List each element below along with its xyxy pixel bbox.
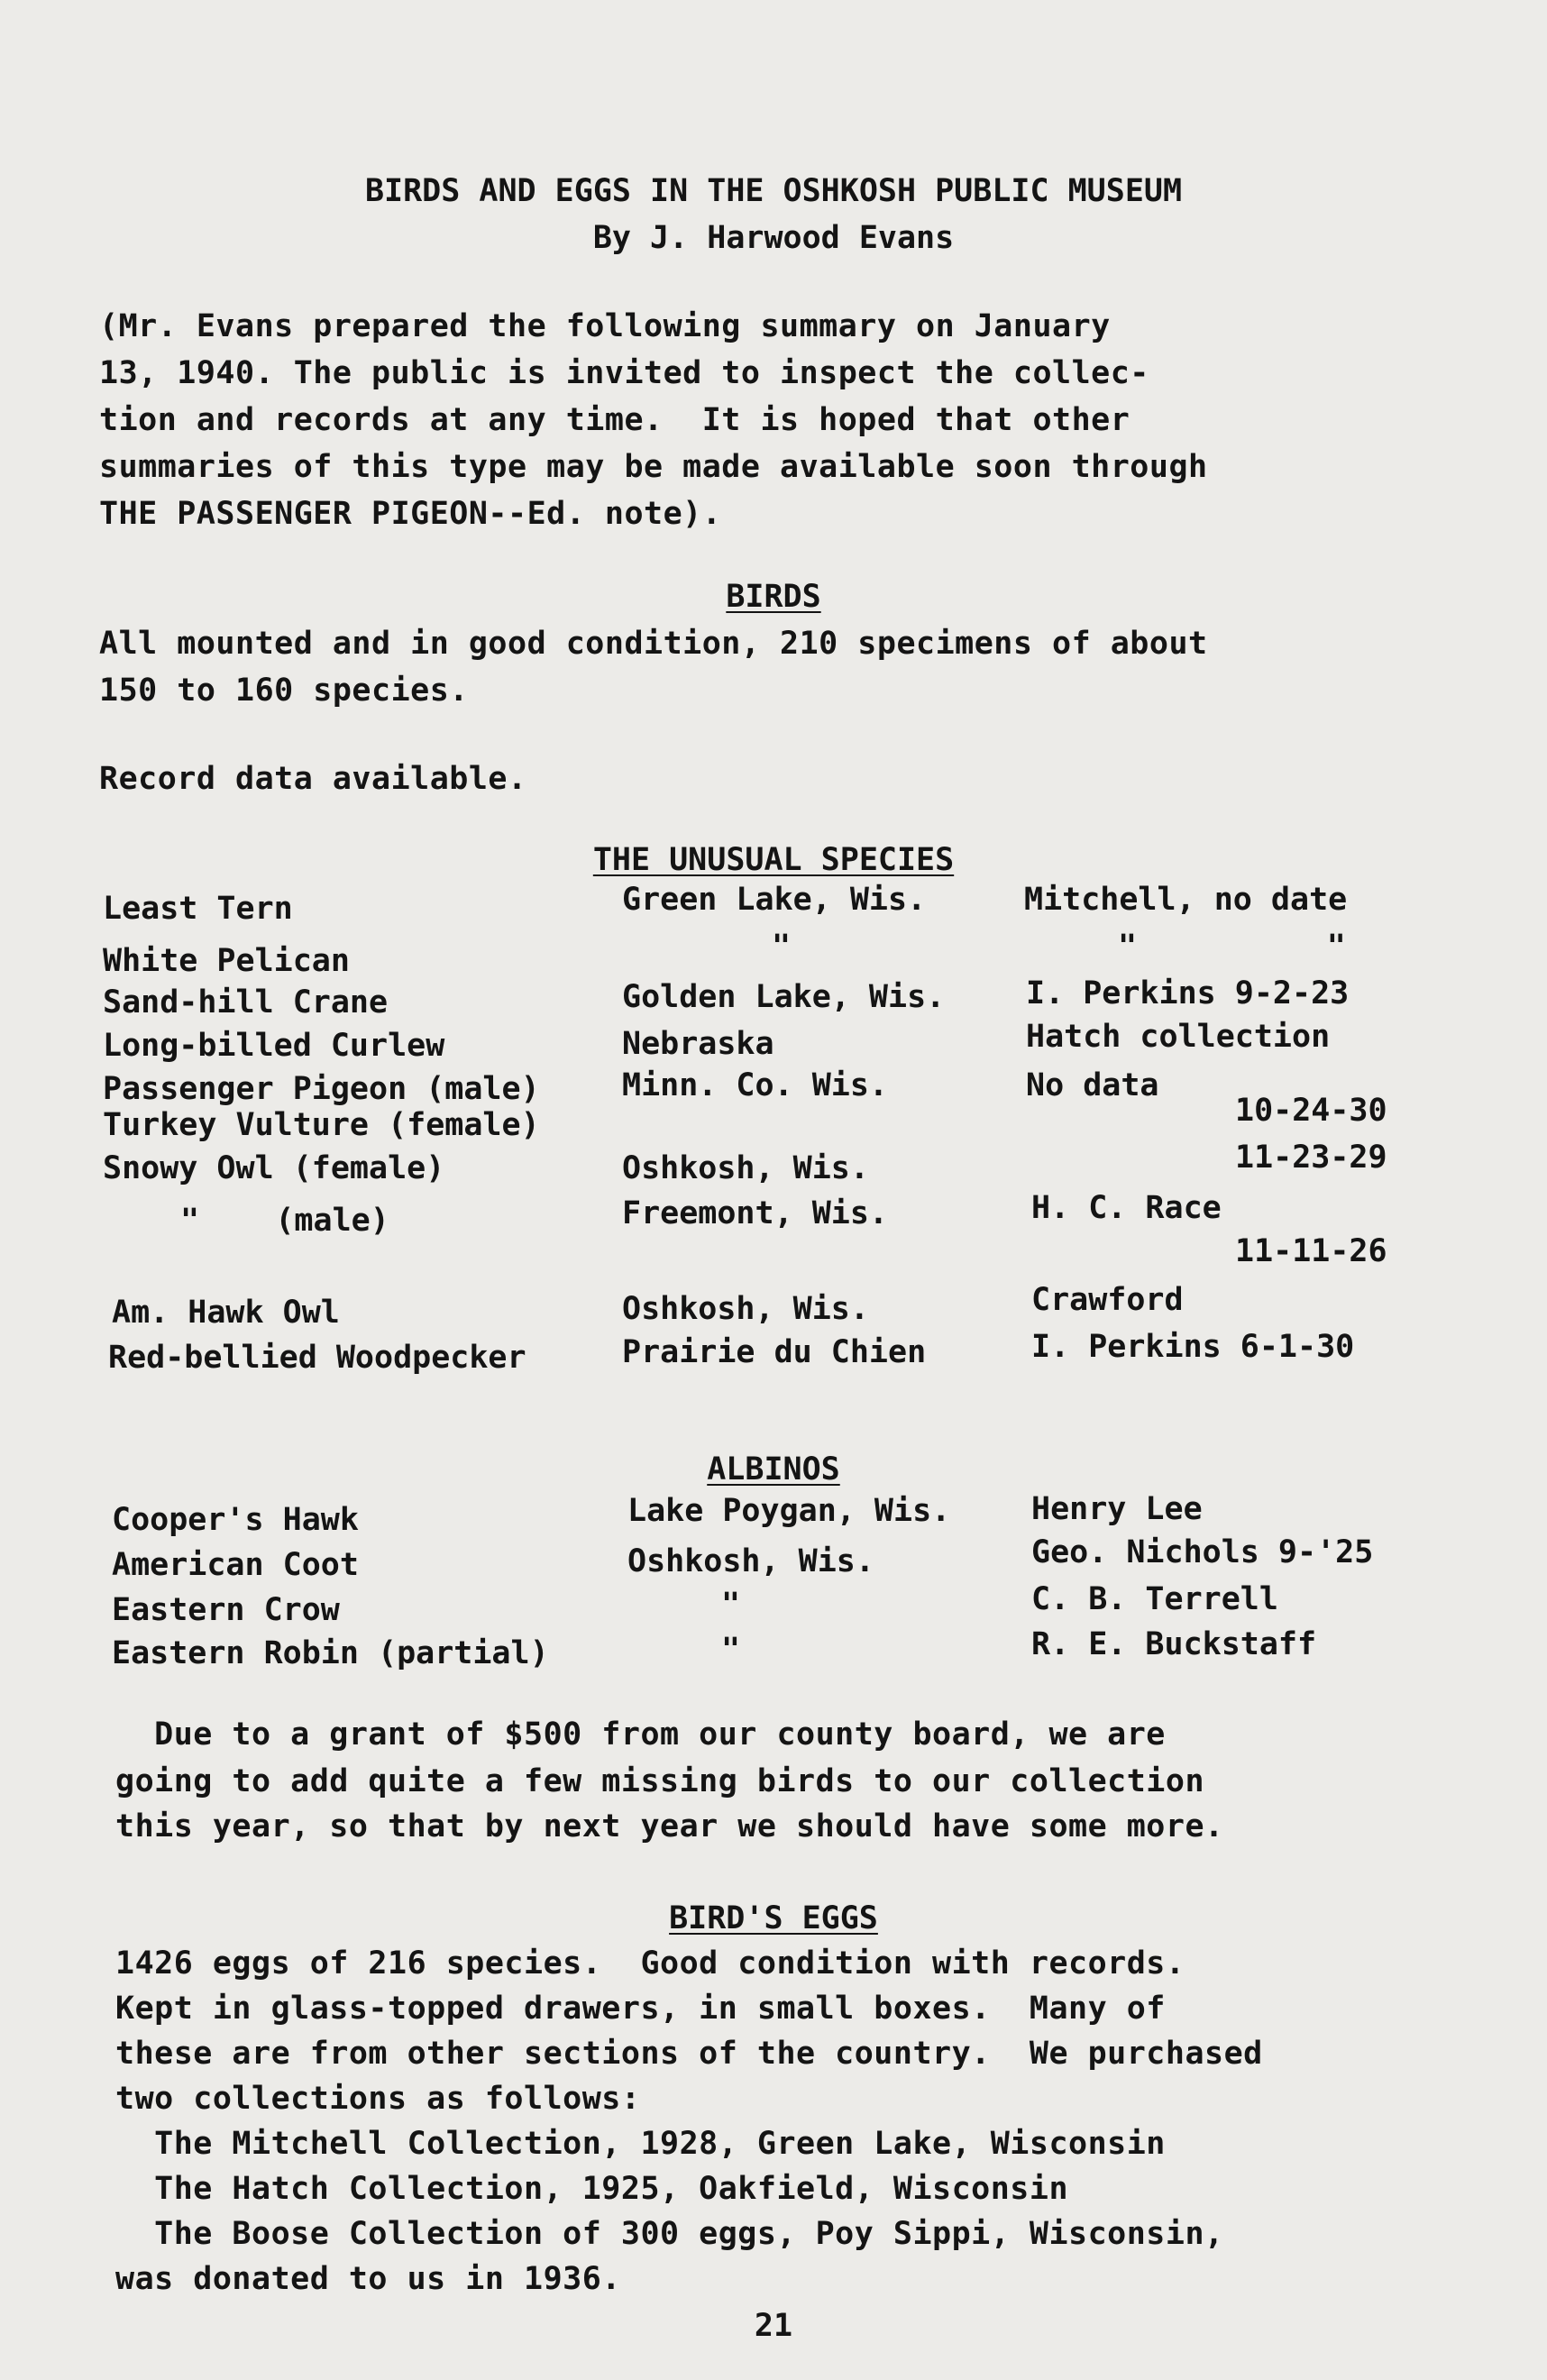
intro-line: THE PASSENGER PIGEON--Ed. note). bbox=[99, 496, 722, 532]
albino-name: Eastern Crow bbox=[112, 1592, 340, 1628]
species-note: Crawford bbox=[1031, 1282, 1184, 1318]
species-note: 11-11-26 bbox=[1235, 1233, 1387, 1269]
grant-line: this year, so that by next year we should have some more. bbox=[115, 1808, 1224, 1844]
eggs-line: The Boose Collection of 300 eggs, Poy Sippi, Wisconsin, bbox=[115, 2216, 1224, 2252]
species-note: Hatch collection bbox=[1026, 1019, 1331, 1055]
species-note: 10-24-30 bbox=[1235, 1093, 1387, 1129]
species-name: Passenger Pigeon (male) bbox=[103, 1071, 540, 1107]
eggs-line: Kept in glass-topped drawers, in small boxes. Many of bbox=[115, 1991, 1166, 2027]
species-name: Long-billed Curlew bbox=[103, 1028, 445, 1064]
species-name: Least Tern bbox=[103, 891, 293, 927]
species-name: Turkey Vulture (female) bbox=[103, 1107, 540, 1143]
grant-line: going to add quite a few missing birds to our collection bbox=[115, 1763, 1205, 1799]
species-location: " bbox=[772, 929, 792, 965]
albino-note: C. B. Terrell bbox=[1031, 1581, 1278, 1617]
unusual-species-heading: THE UNUSUAL SPECIES bbox=[592, 842, 955, 878]
species-name: Snowy Owl (female) bbox=[103, 1150, 445, 1186]
albino-location: Oshkosh, Wis. bbox=[627, 1543, 874, 1579]
birds-line: 150 to 160 species. bbox=[99, 673, 469, 709]
eggs-line: was donated to us in 1936. bbox=[115, 2261, 621, 2297]
species-name: Red-bellied Woodpecker bbox=[108, 1340, 526, 1376]
albino-note: R. E. Buckstaff bbox=[1031, 1626, 1317, 1662]
record-data-line: Record data available. bbox=[99, 761, 527, 797]
intro-line: summaries of this type may be made available soon through bbox=[99, 449, 1208, 485]
species-note: I. Perkins 9-2-23 bbox=[1026, 975, 1350, 1012]
species-location: Green Lake, Wis. bbox=[622, 882, 927, 918]
intro-line: 13, 1940. The public is invited to inspect the collec- bbox=[99, 355, 1149, 391]
species-location: Oshkosh, Wis. bbox=[622, 1150, 869, 1186]
eggs-line: The Hatch Collection, 1925, Oakfield, Wisconsin bbox=[115, 2171, 1069, 2207]
albino-note: Geo. Nichols 9-'25 bbox=[1031, 1534, 1374, 1570]
species-note: " " bbox=[1118, 929, 1346, 965]
species-note: H. C. Race bbox=[1031, 1190, 1222, 1226]
species-location: Prairie du Chien bbox=[622, 1334, 927, 1370]
species-location: Minn. Co. Wis. bbox=[622, 1067, 889, 1103]
species-note: I. Perkins 6-1-30 bbox=[1031, 1329, 1355, 1365]
species-note: Mitchell, no date bbox=[1024, 882, 1348, 918]
species-name: Am. Hawk Owl bbox=[112, 1295, 340, 1331]
species-note: No data bbox=[1026, 1067, 1159, 1103]
birds-line: All mounted and in good condition, 210 specimens of about bbox=[99, 626, 1208, 662]
birds-heading: BIRDS bbox=[726, 579, 821, 615]
albino-note: Henry Lee bbox=[1031, 1491, 1203, 1527]
albino-location: " bbox=[721, 1632, 741, 1668]
article-title: BIRDS AND EGGS IN THE OSHKOSH PUBLIC MUSEUM bbox=[364, 173, 1183, 209]
albino-location: Lake Poygan, Wis. bbox=[627, 1493, 951, 1529]
intro-line: tion and records at any time. It is hoped that other bbox=[99, 402, 1130, 438]
species-name: White Pelican bbox=[103, 943, 350, 979]
albino-name: Eastern Robin (partial) bbox=[112, 1635, 549, 1671]
albino-name: American Coot bbox=[112, 1547, 359, 1583]
albino-name: Cooper's Hawk bbox=[112, 1502, 359, 1538]
intro-line: (Mr. Evans prepared the following summary on January bbox=[99, 308, 1111, 344]
species-location: Golden Lake, Wis. bbox=[622, 979, 946, 1015]
eggs-line: 1426 eggs of 216 species. Good condition with records. bbox=[115, 1945, 1185, 1982]
species-location: Nebraska bbox=[622, 1026, 774, 1062]
eggs-line: these are from other sections of the country. We purchased bbox=[115, 2036, 1263, 2072]
species-name: " (male) bbox=[180, 1203, 389, 1239]
page-number: 21 bbox=[754, 2308, 793, 2344]
species-location: Oshkosh, Wis. bbox=[622, 1291, 869, 1327]
eggs-line: The Mitchell Collection, 1928, Green Lake, Wisconsin bbox=[115, 2126, 1166, 2162]
eggs-line: two collections as follows: bbox=[115, 2081, 641, 2117]
grant-line: Due to a grant of $500 from our county board, we are bbox=[115, 1716, 1166, 1753]
eggs-heading: BIRD'S EGGS bbox=[669, 1900, 878, 1936]
species-location: Freemont, Wis. bbox=[622, 1195, 889, 1231]
article-byline: By J. Harwood Evans bbox=[592, 220, 955, 256]
species-note: 11-23-29 bbox=[1235, 1140, 1387, 1176]
albinos-heading: ALBINOS bbox=[707, 1451, 840, 1488]
albino-location: " bbox=[721, 1587, 741, 1623]
species-name: Sand-hill Crane bbox=[103, 984, 389, 1021]
